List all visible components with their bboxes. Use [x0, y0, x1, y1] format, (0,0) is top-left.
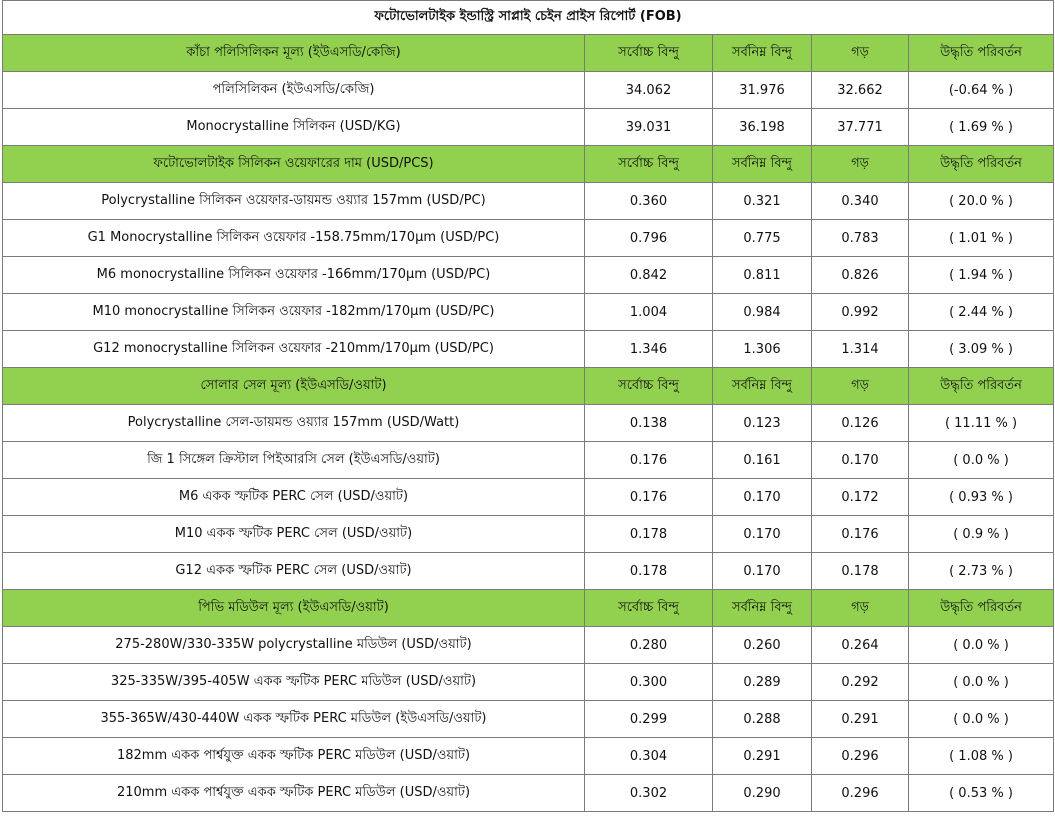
cell-low-point: 31.976	[713, 72, 812, 109]
cell-item-name: জি 1 সিঙ্গেল ক্রিস্টাল পিইআরসি সেল (ইউএসডি/ওয়াট)	[3, 442, 585, 479]
cell-quote-change: ( 0.0 % )	[909, 664, 1054, 701]
cell-quote-change: (-0.64 % )	[909, 72, 1054, 109]
section-header-low-point: সর্বনিম্ন বিন্দু	[713, 590, 812, 627]
cell-average: 0.291	[812, 701, 909, 738]
cell-item-name: Monocrystalline সিলিকন (USD/KG)	[3, 109, 585, 146]
cell-high-point: 34.062	[585, 72, 713, 109]
section-header-average: গড়	[812, 368, 909, 405]
cell-high-point: 1.004	[585, 294, 713, 331]
section-header-row	[3, 368, 1054, 405]
cell-average: 0.826	[812, 257, 909, 294]
cell-low-point: 0.123	[713, 405, 812, 442]
cell-high-point: 0.138	[585, 405, 713, 442]
cell-high-point: 0.842	[585, 257, 713, 294]
section-header-high-point: সর্বোচ্চ বিন্দু	[585, 35, 713, 72]
cell-low-point: 1.306	[713, 331, 812, 368]
cell-quote-change: ( 1.08 % )	[909, 738, 1054, 775]
cell-high-point: 0.178	[585, 553, 713, 590]
cell-quote-change: ( 11.11 % )	[909, 405, 1054, 442]
cell-average: 32.662	[812, 72, 909, 109]
table-row	[3, 701, 1054, 738]
cell-high-point: 0.796	[585, 220, 713, 257]
cell-quote-change: ( 0.0 % )	[909, 442, 1054, 479]
section-header-quote-change: উদ্ধৃতি পরিবর্তন	[909, 35, 1054, 72]
cell-low-point: 0.775	[713, 220, 812, 257]
cell-average: 37.771	[812, 109, 909, 146]
cell-item-name: Polycrystalline সেল-ডায়মন্ড ওয়্যার 157mm (USD/Watt)	[3, 405, 585, 442]
section-header-average: গড়	[812, 590, 909, 627]
section-header-row	[3, 146, 1054, 183]
report-title-row	[3, 1, 1054, 35]
cell-item-name: 210mm একক পার্শ্বযুক্ত একক স্ফটিক PERC মডিউল (USD/ওয়াট)	[3, 775, 585, 812]
table-row	[3, 442, 1054, 479]
section-header-high-point: সর্বোচ্চ বিন্দু	[585, 146, 713, 183]
cell-quote-change: ( 20.0 % )	[909, 183, 1054, 220]
cell-quote-change: ( 0.0 % )	[909, 627, 1054, 664]
cell-item-name: M6 একক স্ফটিক PERC সেল (USD/ওয়াট)	[3, 479, 585, 516]
cell-quote-change: ( 1.01 % )	[909, 220, 1054, 257]
section-header-quote-change: উদ্ধৃতি পরিবর্তন	[909, 368, 1054, 405]
table-row	[3, 738, 1054, 775]
section-header-item-name: সোলার সেল মূল্য (ইউএসডি/ওয়াট)	[3, 368, 585, 405]
cell-average: 0.178	[812, 553, 909, 590]
section-header-quote-change: উদ্ধৃতি পরিবর্তন	[909, 146, 1054, 183]
cell-average: 0.126	[812, 405, 909, 442]
cell-high-point: 0.304	[585, 738, 713, 775]
cell-item-name: G1 Monocrystalline সিলিকন ওয়েফার -158.75mm/170μm (USD/PC)	[3, 220, 585, 257]
cell-average: 0.340	[812, 183, 909, 220]
cell-average: 0.172	[812, 479, 909, 516]
cell-item-name: G12 একক স্ফটিক PERC সেল (USD/ওয়াট)	[3, 553, 585, 590]
cell-item-name: 355-365W/430-440W একক স্ফটিক PERC মডিউল (ইউএসডি/ওয়াট)	[3, 701, 585, 738]
section-header-high-point: সর্বোচ্চ বিন্দু	[585, 368, 713, 405]
section-header-item-name: কাঁচা পলিসিলিকন মূল্য (ইউএসডি/কেজি)	[3, 35, 585, 72]
price-report-body	[3, 1, 1054, 812]
cell-high-point: 0.302	[585, 775, 713, 812]
table-row	[3, 553, 1054, 590]
section-header-row	[3, 35, 1054, 72]
table-row	[3, 775, 1054, 812]
cell-item-name: M6 monocrystalline সিলিকন ওয়েফার -166mm/170μm (USD/PC)	[3, 257, 585, 294]
table-row	[3, 183, 1054, 220]
cell-average: 0.783	[812, 220, 909, 257]
section-header-average: গড়	[812, 146, 909, 183]
cell-high-point: 0.176	[585, 479, 713, 516]
cell-item-name: পলিসিলিকন (ইউএসডি/কেজি)	[3, 72, 585, 109]
cell-high-point: 0.280	[585, 627, 713, 664]
cell-average: 0.176	[812, 516, 909, 553]
cell-quote-change: ( 2.73 % )	[909, 553, 1054, 590]
cell-quote-change: ( 2.44 % )	[909, 294, 1054, 331]
cell-item-name: M10 একক স্ফটিক PERC সেল (USD/ওয়াট)	[3, 516, 585, 553]
cell-low-point: 0.170	[713, 516, 812, 553]
cell-quote-change: ( 3.09 % )	[909, 331, 1054, 368]
cell-low-point: 0.321	[713, 183, 812, 220]
cell-low-point: 0.260	[713, 627, 812, 664]
table-row	[3, 516, 1054, 553]
cell-average: 0.992	[812, 294, 909, 331]
cell-high-point: 0.300	[585, 664, 713, 701]
cell-low-point: 0.289	[713, 664, 812, 701]
table-row	[3, 294, 1054, 331]
section-header-high-point: সর্বোচ্চ বিন্দু	[585, 590, 713, 627]
cell-high-point: 39.031	[585, 109, 713, 146]
cell-quote-change: ( 0.0 % )	[909, 701, 1054, 738]
table-row	[3, 109, 1054, 146]
cell-average: 0.264	[812, 627, 909, 664]
cell-quote-change: ( 0.93 % )	[909, 479, 1054, 516]
price-report-table	[2, 0, 1054, 812]
cell-average: 0.296	[812, 775, 909, 812]
cell-quote-change: ( 1.69 % )	[909, 109, 1054, 146]
section-header-low-point: সর্বনিম্ন বিন্দু	[713, 146, 812, 183]
cell-item-name: 182mm একক পার্শ্বযুক্ত একক স্ফটিক PERC মডিউল (USD/ওয়াট)	[3, 738, 585, 775]
cell-average: 0.170	[812, 442, 909, 479]
cell-quote-change: ( 0.9 % )	[909, 516, 1054, 553]
cell-item-name: M10 monocrystalline সিলিকন ওয়েফার -182mm/170μm (USD/PC)	[3, 294, 585, 331]
cell-item-name: Polycrystalline সিলিকন ওয়েফার-ডায়মন্ড ওয়্যার 157mm (USD/PC)	[3, 183, 585, 220]
table-row	[3, 331, 1054, 368]
cell-high-point: 0.360	[585, 183, 713, 220]
cell-high-point: 0.178	[585, 516, 713, 553]
cell-quote-change: ( 1.94 % )	[909, 257, 1054, 294]
cell-low-point: 0.170	[713, 479, 812, 516]
table-row	[3, 405, 1054, 442]
cell-low-point: 0.161	[713, 442, 812, 479]
table-row	[3, 664, 1054, 701]
cell-high-point: 0.176	[585, 442, 713, 479]
cell-item-name: G12 monocrystalline সিলিকন ওয়েফার -210mm/170μm (USD/PC)	[3, 331, 585, 368]
cell-low-point: 0.291	[713, 738, 812, 775]
cell-high-point: 1.346	[585, 331, 713, 368]
cell-low-point: 0.290	[713, 775, 812, 812]
table-row	[3, 220, 1054, 257]
section-header-quote-change: উদ্ধৃতি পরিবর্তন	[909, 590, 1054, 627]
cell-low-point: 0.811	[713, 257, 812, 294]
section-header-low-point: সর্বনিম্ন বিন্দু	[713, 35, 812, 72]
cell-low-point: 0.984	[713, 294, 812, 331]
section-header-item-name: ফটোভোলটাইক সিলিকন ওয়েফারের দাম (USD/PCS)	[3, 146, 585, 183]
cell-average: 1.314	[812, 331, 909, 368]
cell-low-point: 36.198	[713, 109, 812, 146]
cell-average: 0.292	[812, 664, 909, 701]
report-title: ফটোভোলটাইক ইন্ডাস্ট্রি সাপ্লাই চেইন প্রাইস রিপোর্ট (FOB)	[3, 1, 1054, 35]
cell-low-point: 0.288	[713, 701, 812, 738]
cell-item-name: 325-335W/395-405W একক স্ফটিক PERC মডিউল (USD/ওয়াট)	[3, 664, 585, 701]
cell-average: 0.296	[812, 738, 909, 775]
cell-quote-change: ( 0.53 % )	[909, 775, 1054, 812]
section-header-row	[3, 590, 1054, 627]
table-row	[3, 257, 1054, 294]
section-header-low-point: সর্বনিম্ন বিন্দু	[713, 368, 812, 405]
section-header-average: গড়	[812, 35, 909, 72]
section-header-item-name: পিভি মডিউল মূল্য (ইউএসডি/ওয়াট)	[3, 590, 585, 627]
table-row	[3, 627, 1054, 664]
cell-item-name: 275-280W/330-335W polycrystalline মডিউল (USD/ওয়াট)	[3, 627, 585, 664]
table-row	[3, 72, 1054, 109]
table-row	[3, 479, 1054, 516]
cell-low-point: 0.170	[713, 553, 812, 590]
cell-high-point: 0.299	[585, 701, 713, 738]
